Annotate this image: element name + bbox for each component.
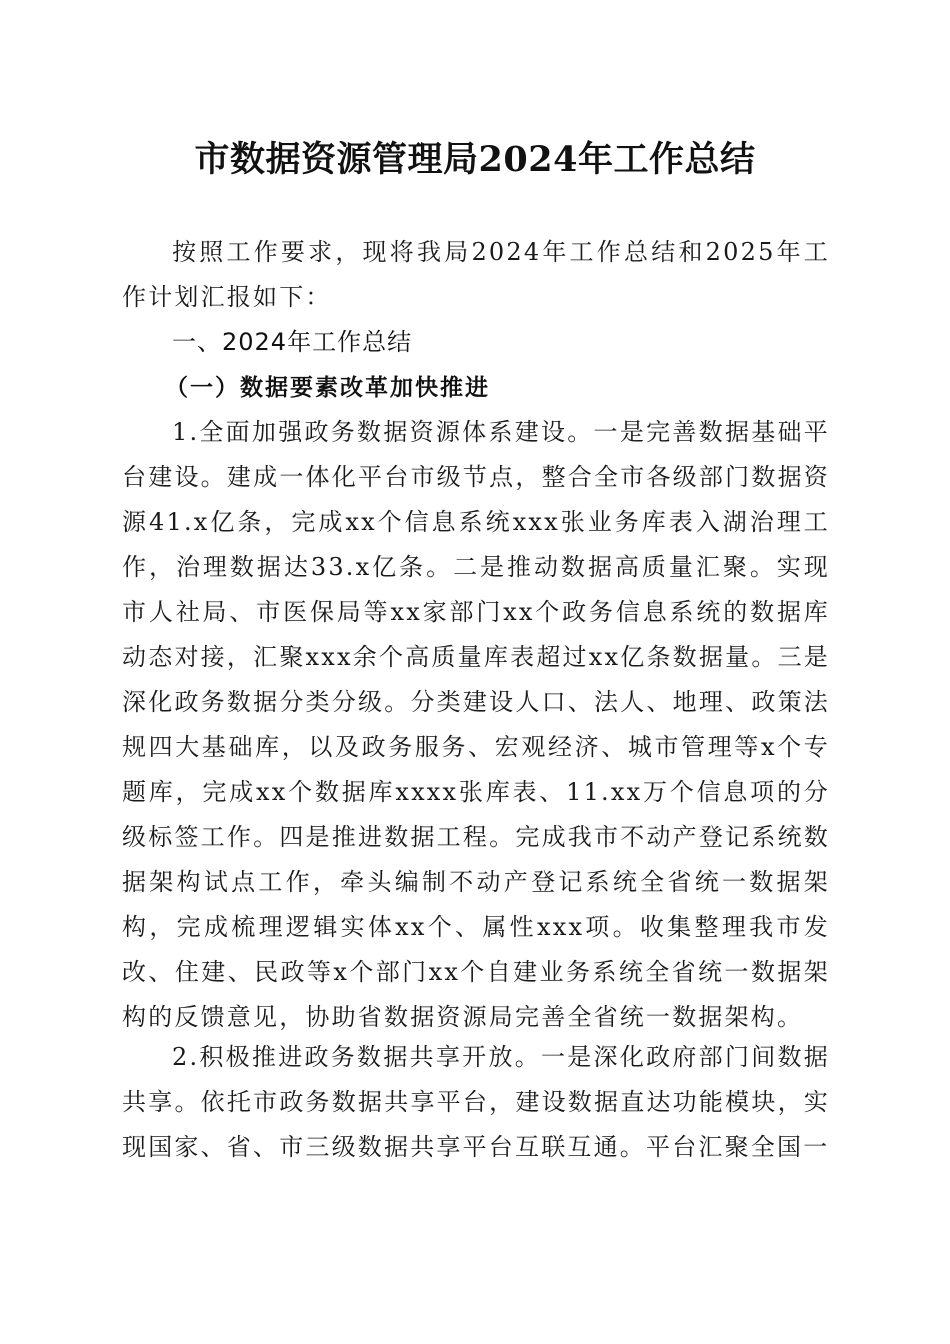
document-title: 市数据资源管理局2024年工作总结 bbox=[194, 139, 756, 180]
paragraph-2-text: 2.积极推进政务数据共享开放。一是深化政府部门间数据共享。依托市政务数据共享平台，建设数据直达功能模块，实现国家、省、市三级数据共享平台互联互通。平台汇聚全国一 bbox=[122, 1043, 830, 1161]
paragraph-1-text: 1.全面加强政务数据资源体系建设。一是完善数据基础平台建设。建成一体化平台市级节点，整合全市各级部门数据资源41.x亿条，完成xx个信息系统xxx张业务库表入湖治理工作，治理数据达33.x亿条。二是推动数据高质量汇聚。实现市人社局、市医保局等xx家部门xx个政务信息系统的数据库动态对接，汇聚xxx余个高质量库表超过xx亿条数据量。三是深化政务数据分类分级。分类建设人口、法人、地理、政策法规四大基础库，以及政务服务、宏观经济、城市管理等x个专题库，完成xx个数据库xxxx张库表、11.xx万个信息项的分级标签工作。四是推进数据工程。完成我市不动产登记系统数据架构试点工作，牵头编制不动产登记系统全省统一数据架构，完成梳理逻辑实体xx个、属性xxx项。收集整理我市发改、住建、民政等x个部门xx个自建业务系统全省统一数据架构的反馈意见，协助省数据资源局完善全省统一数据架构。 bbox=[122, 418, 830, 1031]
body-paragraph-2 bbox=[122, 1035, 830, 1170]
body-paragraph-1 bbox=[122, 410, 830, 1040]
subsection-heading: （一）数据要素改革加快推进 bbox=[165, 374, 490, 401]
section-heading: 一、2024年工作总结 bbox=[172, 328, 413, 356]
intro-paragraph bbox=[122, 230, 830, 320]
intro-text: 按照工作要求，现将我局2024年工作总结和2025年工作计划汇报如下： bbox=[122, 238, 830, 311]
